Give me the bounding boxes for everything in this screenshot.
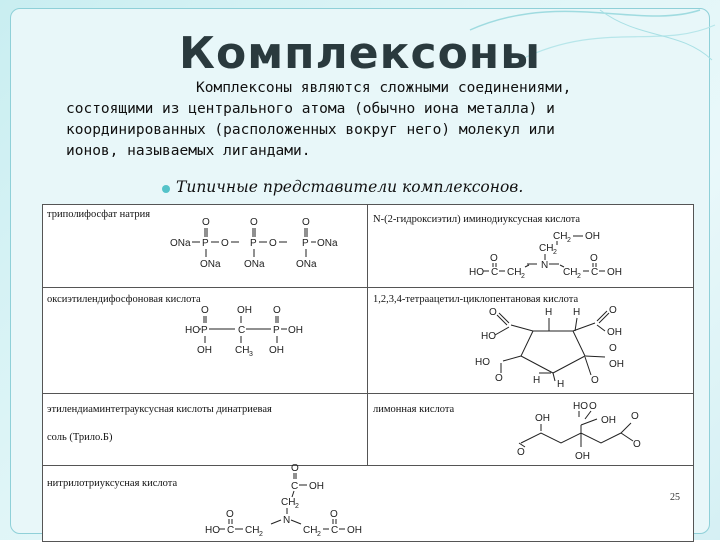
svg-text:P: P xyxy=(202,238,209,249)
svg-text:O: O xyxy=(202,217,210,228)
svg-text:OH: OH xyxy=(575,451,590,462)
bullet-icon xyxy=(162,185,170,193)
svg-text:ONa: ONa xyxy=(170,238,191,249)
bullet-text: Типичные представители комплексонов. xyxy=(176,178,524,196)
svg-text:2: 2 xyxy=(553,249,557,256)
compounds-table xyxy=(42,204,694,542)
svg-text:O: O xyxy=(591,375,599,386)
svg-text:O: O xyxy=(302,217,310,228)
svg-text:OH: OH xyxy=(269,345,284,356)
structure-sodium-tripolyphosphate xyxy=(168,213,363,273)
svg-text:CH: CH xyxy=(281,497,296,508)
svg-text:O: O xyxy=(226,509,234,520)
svg-text:OH: OH xyxy=(197,345,212,356)
svg-text:O: O xyxy=(609,305,617,316)
svg-text:3: 3 xyxy=(249,351,253,358)
svg-text:O: O xyxy=(269,238,277,249)
svg-text:OH: OH xyxy=(607,327,622,338)
cell-label-edta-line2: соль (Трило.Б) xyxy=(47,432,113,443)
svg-text:O: O xyxy=(495,373,503,384)
svg-text:2: 2 xyxy=(295,503,299,510)
svg-text:O: O xyxy=(609,343,617,354)
svg-text:H: H xyxy=(557,379,565,389)
intro-line-2: состоящими из центрального атома (обычно иона металла) и xyxy=(66,101,555,117)
svg-text:C: C xyxy=(238,325,246,336)
svg-text:ONa: ONa xyxy=(244,259,265,270)
svg-text:HO: HO xyxy=(205,525,220,536)
svg-text:2: 2 xyxy=(521,273,525,279)
svg-text:O: O xyxy=(490,253,498,264)
svg-text:N: N xyxy=(541,260,549,271)
svg-text:C: C xyxy=(331,525,339,536)
svg-text:O: O xyxy=(291,463,299,474)
svg-text:P: P xyxy=(250,238,257,249)
svg-text:OH: OH xyxy=(347,525,362,536)
structure-hydroxyethyl-iminodiacetic-acid xyxy=(467,227,667,279)
svg-text:N: N xyxy=(283,515,291,526)
svg-text:2: 2 xyxy=(567,237,571,244)
cell-label-nitrilotriacetic-acid: нитрилотриуксусная кислота xyxy=(47,478,178,489)
svg-text:2: 2 xyxy=(577,273,581,279)
svg-text:OH: OH xyxy=(601,415,616,426)
svg-text:H: H xyxy=(573,307,581,318)
intro-line-4: ионов, называемых лигандами. xyxy=(66,143,311,159)
svg-text:HO: HO xyxy=(185,325,200,336)
page-number: 25 xyxy=(670,492,680,503)
svg-text:CH: CH xyxy=(507,267,522,278)
svg-text:O: O xyxy=(517,447,525,458)
svg-text:ONa: ONa xyxy=(317,238,338,249)
svg-text:HO: HO xyxy=(469,267,484,278)
svg-text:HO: HO xyxy=(475,357,490,368)
svg-text:OH: OH xyxy=(585,231,600,242)
svg-text:OH: OH xyxy=(288,325,303,336)
cell-label-cyclopentane-acid: 1,2,3,4-тетраацетил-циклопентановая кислота xyxy=(373,294,579,305)
svg-text:C: C xyxy=(591,267,599,278)
svg-text:HO: HO xyxy=(573,401,588,412)
svg-text:O: O xyxy=(631,411,639,422)
svg-text:OH: OH xyxy=(609,359,624,370)
cell-label-hydroxyethyl-iminodiacetic-acid: N-(2-гидроксиэтил) иминодиуксусная кислота xyxy=(373,214,581,225)
cell-label-citric-acid: лимонная кислота xyxy=(373,404,455,415)
svg-text:ONa: ONa xyxy=(296,259,317,270)
page-title: Комплексоны xyxy=(179,28,541,79)
svg-text:O: O xyxy=(633,439,641,450)
svg-text:C: C xyxy=(227,525,235,536)
svg-text:H: H xyxy=(545,307,553,318)
cell-label-edta-line1: этилендиаминтетрауксусная кислоты динатриевая xyxy=(47,404,272,415)
svg-text:O: O xyxy=(489,307,497,318)
cell-label-sodium-tripolyphosphate: триполифосфат натрия xyxy=(47,209,151,220)
svg-text:CH: CH xyxy=(235,345,250,356)
svg-text:2: 2 xyxy=(317,531,321,538)
svg-text:OH: OH xyxy=(607,267,622,278)
svg-text:P: P xyxy=(302,238,309,249)
structure-cyclopentane-acid xyxy=(473,301,673,389)
structure-citric-acid xyxy=(517,401,667,463)
structure-nitrilotriacetic-acid xyxy=(203,461,383,539)
svg-text:HO: HO xyxy=(481,331,496,342)
svg-text:ONa: ONa xyxy=(200,259,221,270)
intro-line-1: Комплексоны являются сложными соединениями, xyxy=(196,80,572,96)
table-vertical-divider xyxy=(367,205,368,465)
svg-text:O: O xyxy=(201,305,209,316)
svg-text:H: H xyxy=(533,375,541,386)
svg-text:OH: OH xyxy=(309,481,324,492)
svg-text:O: O xyxy=(250,217,258,228)
table-row-divider-1 xyxy=(43,287,693,288)
svg-text:O: O xyxy=(330,509,338,520)
svg-text:OH: OH xyxy=(237,305,252,316)
svg-text:OH: OH xyxy=(535,413,550,424)
svg-text:O: O xyxy=(589,401,597,412)
svg-text:O: O xyxy=(221,238,229,249)
intro-paragraph xyxy=(66,78,672,162)
svg-text:CH: CH xyxy=(303,525,318,536)
svg-text:C: C xyxy=(491,267,499,278)
svg-text:CH: CH xyxy=(563,267,578,278)
structure-hedp xyxy=(183,301,333,365)
svg-text:2: 2 xyxy=(259,531,263,538)
svg-text:CH: CH xyxy=(245,525,260,536)
svg-text:C: C xyxy=(291,481,299,492)
cell-label-hedp: оксиэтилендифосфоновая кислота xyxy=(47,294,201,305)
svg-text:P: P xyxy=(201,325,208,336)
svg-text:O: O xyxy=(590,253,598,264)
svg-text:CH: CH xyxy=(553,231,568,242)
intro-line-3: координированных (расположенных вокруг него) молекул или xyxy=(66,122,555,138)
table-row-divider-2 xyxy=(43,393,693,394)
svg-text:P: P xyxy=(273,325,280,336)
svg-text:CH: CH xyxy=(539,243,554,254)
svg-text:O: O xyxy=(273,305,281,316)
